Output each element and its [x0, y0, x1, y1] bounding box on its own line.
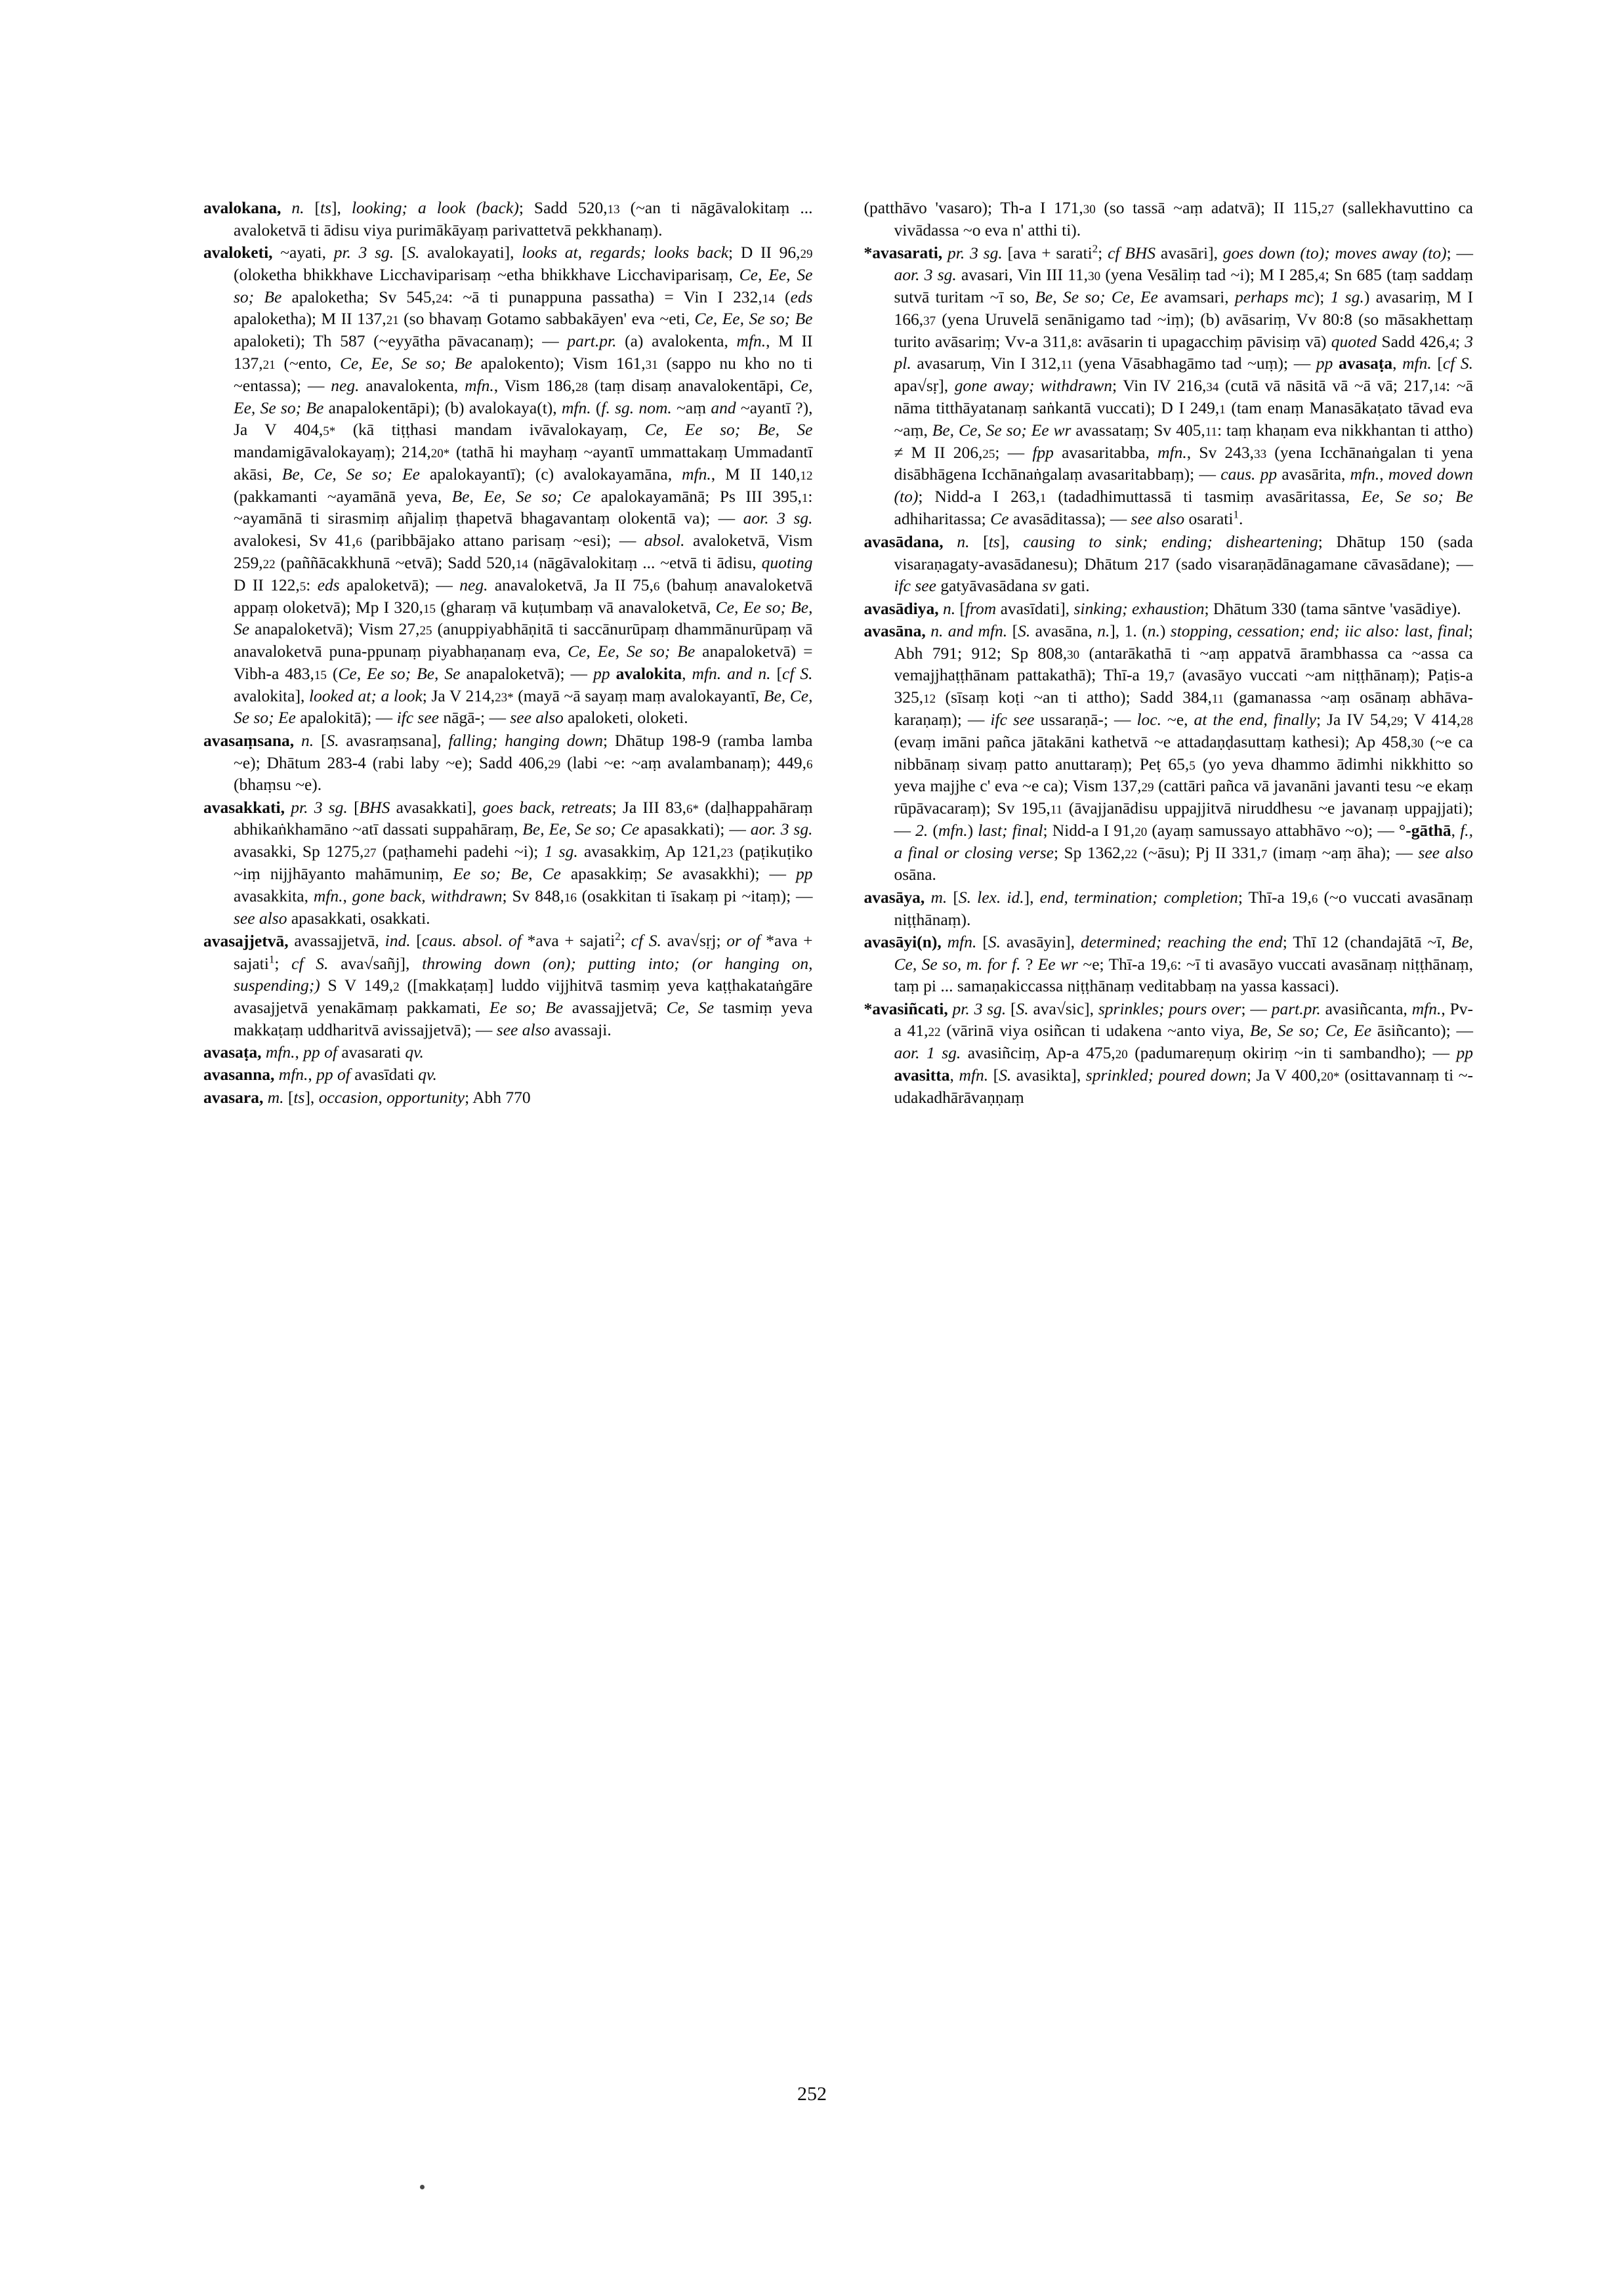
dictionary-entry [864, 241, 1474, 530]
dictionary-entry [864, 531, 1474, 597]
dictionary-entry [203, 197, 813, 241]
dictionary-entry [864, 886, 1474, 931]
entry-headword: *avasarati, [864, 243, 943, 262]
entry-body: pr. 3 sg. [BHS avasakkati], goes back, retreats; Ja III 83,6* (daḷhappahāraṃ abhikaṅkhamāno ~atī dassati suppahāraṃ, Be, Ee, Se so; Ce apasakkati); — aor. 3 sg. avasakki, Sp 1275,27 (paṭhamehi padehi ~i); 1 sg. avasakkiṃ, Ap 121,23 (paṭikuṭiko ~iṃ nijjhāyanto mahāmuniṃ, Ee so; Be, Ce apasakkiṃ; Se avasakkhi); — pp avasakkita, mfn., gone back, withdrawn; Sv 848,16 (osakkitan ti īsakaṃ pi ~itaṃ); — see also apasakkati, osakkati. [234, 797, 813, 928]
dictionary-entry [203, 1086, 813, 1109]
dictionary-entry [864, 598, 1474, 620]
printers-mark [420, 2185, 425, 2189]
entry-headword: avasara, [203, 1087, 264, 1107]
page-number: 252 [797, 2083, 827, 2105]
entry-headword: avasaṃsana, [203, 730, 295, 750]
entry-headword: avasakkati, [203, 797, 285, 817]
two-column-layout [203, 197, 1473, 1109]
entry-headword: avasāya, [864, 887, 925, 907]
entry-headword: avasaṭa, [203, 1043, 262, 1062]
entry-headword: avasāna, [864, 621, 926, 640]
entry-body: ~ayati, pr. 3 sg. [S. avalokayati], looks at, regards; looks back; D II 96,29 (oloketha bhikkhave Licchaviparisaṃ ~etha bhikkhave Licchaviparisaṃ, Ce, Ee, Se so; Be apaloketha; Sv 545,24: ~ā ti punappuna passatha) = Vin I 232,14 (eds apaloketha); M II 137,21 (so bhavaṃ Gotamo sabbakāyen' eva ~eti, Ce, Ee, Se so; Be apaloketi); Th 587 (~eyyātha pāvacanaṃ); — part.pr. (a) avalokenta, mfn., M II 137,21 (~ento, Ce, Ee, Se so; Be apalokento); Vism 161,31 (sappo nu kho no ti ~entassa); — neg. anavalokenta, mfn., Vism 186,28 (taṃ disaṃ anavalokentāpi, Ce, Ee, Se so; Be anapalokentāpi); (b) avalokaya(t), mfn. (f. sg. nom. ~aṃ and ~ayantī ?), Ja V 404,5* (kā tiṭṭhasi mandam ivāvalokayaṃ, Ce, Ee so; Be, Se mandamigāvalokayaṃ); 214,20* (tathā hi mayhaṃ ~ayantī ummattakaṃ Ummadantī akāsi, Be, Ce, Se so; Ee apalokayantī); (c) avalokayamāna, mfn., M II 140,12 (pakkamanti ~ayamānā yeva, Be, Ee, Se so; Ce apalokayamānā; Ps III 395,1: ~ayamānā ti sirasmiṃ añjaliṃ ṭhapetvā bhagavantaṃ olokentā va); — aor. 3 sg. avalokesi, Sv 41,6 (paribbājako attano parisaṃ ~esi); — absol. avaloketvā, Vism 259,22 (paññācakkhunā ~etvā); Sadd 520,14 (nāgāvalokitaṃ ... ~etvā ti ādisu, quoting D II 122,5: eds apaloketvā); — neg. anavaloketvā, Ja II 75,6 (bahuṃ anavaloketvā appaṃ oloketvā); Mp I 320,15 (gharaṃ vā kuṭumbaṃ vā anavaloketvā, Ce, Ee so; Be, Se anapaloketvā); Vism 27,25 (anuppiyabhāṇitā ti saccānurūpaṃ dhammānurūpaṃ vā anavaloketvā puna-ppunaṃ piyabhaṇanaṃ eva, Ce, Ee, Se so; Be anapaloketvā) = Vibh-a 483,15 (Ce, Ee so; Be, Se anapaloketvā); — pp avalokita, mfn. and n. [cf S. avalokita], looked at; a look; Ja V 214,23* (mayā ~ā sayaṃ maṃ avalokayantī, Be, Ce, Se so; Ee apalokitā); — ifc see nāgā-; — see also apaloketi, oloketi. [234, 243, 813, 728]
entry-body: m. [S. lex. id.], end, termination; completion; Thī-a 19,6 (~o vuccati avasānaṃ niṭṭhānaṃ). [894, 887, 1473, 929]
entry-headword: avasādana, [864, 531, 944, 551]
dictionary-entry [864, 931, 1474, 997]
dictionary-entry [203, 1064, 813, 1086]
entry-headword: *avasiñcati, [864, 999, 948, 1018]
right-column [864, 197, 1474, 1109]
entry-body: n. [ts], looking; a look (back); Sadd 520,13 (~an ti nāgāvalokitaṃ ... avaloketvā ti ādisu viya purimākāyaṃ parivattetvā pekkhanaṃ). [234, 198, 813, 239]
entry-body: n. [ts], causing to sink; ending; disheartening; Dhātup 150 (sada visaraṇagaty-avasādanesu); Dhātum 217 (sado visaraṇādānagamane cāvasādane); — ifc see gatyāvasādana sv gati. [894, 531, 1473, 596]
dictionary-entry [864, 998, 1474, 1109]
left-column [203, 197, 813, 1109]
entry-body: avassajjetvā, ind. [caus. absol. of *ava + sajati$^2$; cf S. ava√sṛj; or of *ava + sajati$^1$; cf S. ava√sañj], throwing down (on); putting into; (or hanging on, suspending;) S V 149,2 ([makkaṭaṃ] luddo vijjhitvā tasmiṃ yeva kaṭṭhakataṅgāre avasajjetvā yenakāmaṃ pakkamati, Ee so; Be avassajjetvā; Ce, Se tasmiṃ yeva makkaṭaṃ uddharitvā avissajjetvā); — see also avassaji. [234, 930, 813, 1039]
entry-headword: avalokana, [203, 198, 281, 217]
dictionary-entry [203, 796, 813, 930]
entry-body: mfn., pp of avasarati qv. [265, 1043, 424, 1062]
entry-body: n. [S. avasraṃsana], falling; hanging down; Dhātup 198-9 (ramba lamba ~e); Dhātum 283-4 (rabi laby ~e); Sadd 406,29 (labi ~e: ~aṃ avalambanaṃ); 449,6 (bhaṃsu ~e). [234, 730, 813, 795]
dictionary-entry [203, 241, 813, 729]
entry-body: (patthāvo 'vasaro); Th-a I 171,30 (so tassā ~aṃ adatvā); II 115,27 (sallekhavuttino ca vivādassa ~o eva n' atthi ti). [864, 198, 1474, 239]
entry-body: n. [from avasīdati], sinking; exhaustion; Dhātum 330 (tama sāntve 'vasādiye). [942, 598, 1461, 618]
dictionary-entry [203, 930, 813, 1041]
dictionary-entry [203, 730, 813, 796]
entry-body: pr. 3 sg. [ava + sarati$^2$; cf BHS avasāri], goes down (to); moves away (to); — aor. 3 sg. avasari, Vin III 11,30 (yena Vesāliṃ tad ~i); M I 285,4; Sn 685 (taṃ saddaṃ sutvā turitam ~ī so, Be, Se so; Ce, Ee avamsari, perhaps mc); 1 sg.) avasariṃ, M I 166,37 (yena Uruvelā senānigamo tad ~iṃ); (b) avāsariṃ, Vv 80:8 (so māsakhettaṃ turito avāsariṃ; Vv-a 311,8: avāsarin ti upagacchiṃ pāvisiṃ vā) quoted Sadd 426,4; 3 pl. avasaruṃ, Vin I 312,11 (yena Vāsabhagāmo tad ~uṃ); — pp avasaṭa, mfn. [cf S. apa√sṛ], gone away; withdrawn; Vin IV 216,34 (cutā vā nāsitā vā ~ā vā; 217,14: ~ā nāma titthāyatanaṃ saṅkantā vuccati); D I 249,1 (tam enaṃ Manasākaṭato tāvad eva ~aṃ, Be, Ce, Se so; Ee wr avassataṃ; Sv 405,11: taṃ khaṇam eva nikkhantan ti attho) ≠ M II 206,25; — fpp avasaritabba, mfn., Sv 243,33 (yena Icchānaṅgalan ti yena disābhāgena Icchānaṅgalaṃ avasaritabbaṃ); — caus. pp avasārita, mfn., moved down (to); Nidd-a I 263,1 (tadadhimuttassā ti tasmiṃ avasāritassa, Ee, Se so; Be adhiharitassa; Ce avasāditassa); — see also osarati$^1$. [894, 242, 1474, 529]
entry-headword: avasajjetvā, [203, 931, 289, 951]
entry-headword: avasādiya, [864, 598, 939, 618]
dictionary-entry [864, 620, 1474, 886]
dictionary-entry [203, 1041, 813, 1064]
entry-body: n. and mfn. [S. avasāna, n.], 1. (n.) stopping, cessation; end; iic also: last, final; Abh 791; 912; Sp 808,30 (antarākathā ti ~aṃ appatvā ārambhassa ca ~assa ca vemajjhaṭṭhānam pattakathā); Thī-a 19,7 (avasāyo vuccati ~am niṭṭhānaṃ); Paṭis-a 325,12 (sīsaṃ koṭi ~an ti attho); Sadd 384,11 (gamanassa ~aṃ osānaṃ abhāva-karaṇaṃ); — ifc see ussaraṇā-; — loc. ~e, at the end, finally; Ja IV 54,29; V 414,28 (evaṃ imāni pañca jātakāni kathetvā ~e attadaṇḍasuttaṃ kathesi); Ap 458,30 (~e ca nibbānaṃ sivaṃ patto anuttaraṃ); Peṭ 65,5 (yo yeva dhammo ādimhi nikkhitto so yeva majjhe c' eva ~e ca); Vism 137,29 (cattāri pañca vā javanāni javanti tesu ~e ekaṃ rūpāvacaraṃ); Sv 195,11 (āvajjanādisu uppajjitvā niruddhesu ~e javanaṃ uppajjati); — 2. (mfn.) last; final; Nidd-a I 91,20 (ayaṃ samussayo attabhāvo ~o); — °-gāthā, f., a final or closing verse; Sp 1362,22 (~āsu); Pj II 331,7 (imaṃ ~aṃ āha); — see also osāna. [894, 621, 1474, 884]
dictionary-entry-continuation [864, 197, 1474, 241]
entry-body: mfn., pp of avasīdati qv. [278, 1065, 437, 1085]
entry-headword: avasāyi(n), [864, 932, 942, 951]
entry-headword: avaloketi, [203, 243, 273, 262]
entry-body: m. [ts], occasion, opportunity; Abh 770 [267, 1087, 531, 1107]
entry-body: mfn. [S. avasāyin], determined; reaching the end; Thī 12 (chandajātā ~ī, Be, Ce, Se so, m. for f. ? Ee wr ~e; Thī-a 19,6: ~ī ti avasāyo vuccati avasānaṃ niṭṭhānaṃ, taṃ pi ... samaṇakiccassa niṭṭhānaṃ veditabbaṃ na yassa kassaci). [894, 932, 1474, 996]
entry-body: pr. 3 sg. [S. ava√sic], sprinkles; pours over; — part.pr. avasiñcanta, mfn., Pv-a 41,22 (vārinā viya osiñcan ti udakena ~anto viya, Be, Se so; Ce, Ee āsiñcanto); — aor. 1 sg. avasiñciṃ, Ap-a 475,20 (padumareṇuṃ okiriṃ ~in ti sambandho); — pp avasitta, mfn. [S. avasikta], sprinkled; poured down; Ja V 400,20* (osittavannaṃ ti ~-udakadhārāvaṇṇaṃ [894, 999, 1474, 1107]
entry-headword: avasanna, [203, 1065, 275, 1085]
